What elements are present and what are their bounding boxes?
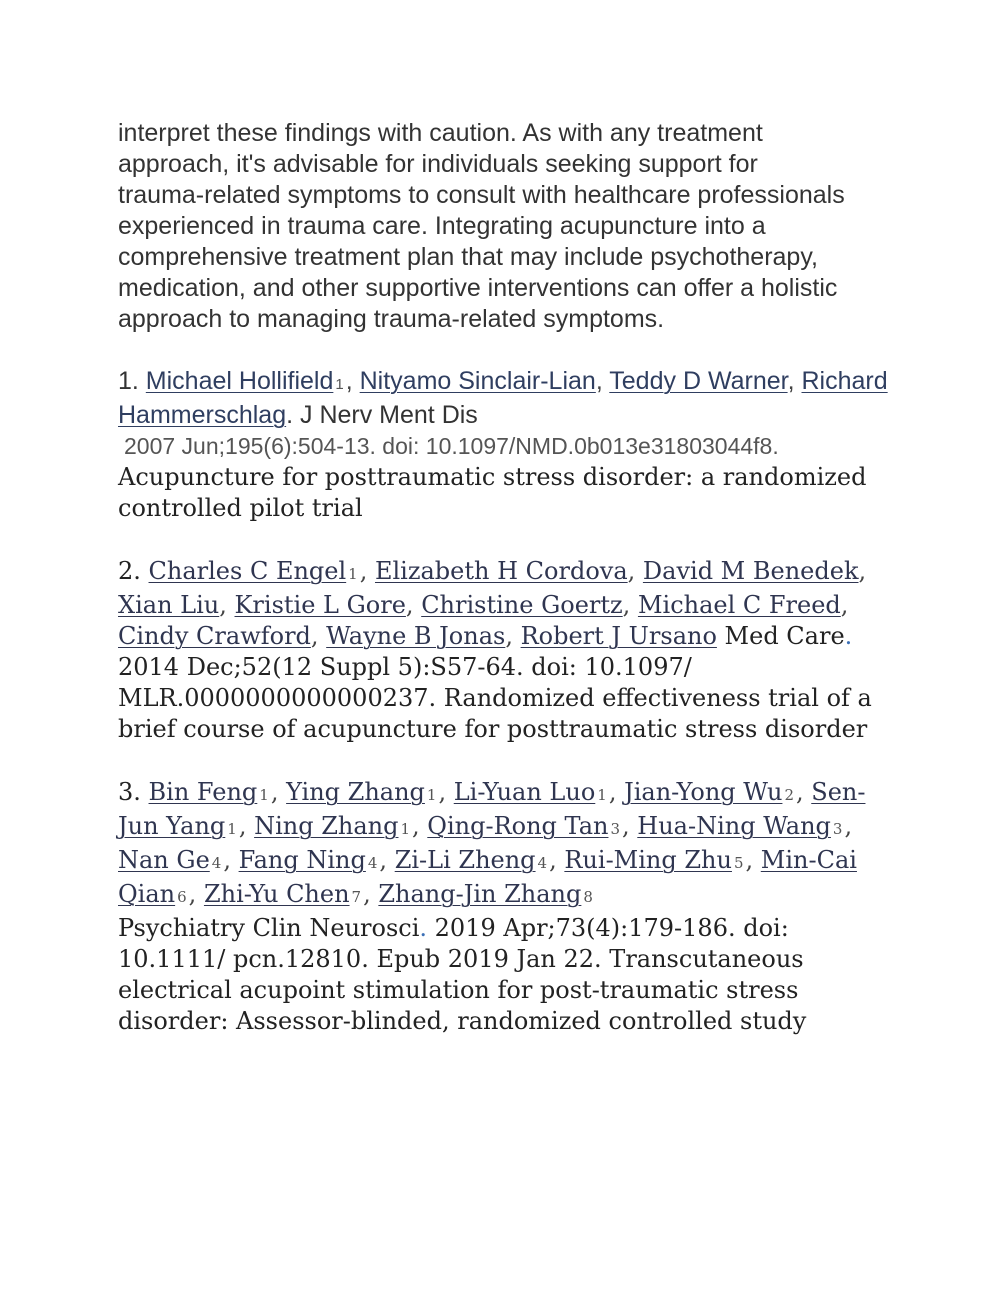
author-link[interactable]: Christine Goertz [421, 591, 623, 619]
reference-1: 1. Michael Hollifield 1, Nityamo Sinclair-Lian, Teddy D Warner, Richard Hammerschlag. J Nerv Ment Dis 2007 Jun;195(6):504-13. doi: 10.1097/NMD.0b013e31803044f8. [118, 366, 888, 462]
affiliation-marker[interactable]: 1 [348, 565, 358, 583]
affiliation-marker[interactable]: 6 [177, 888, 187, 906]
author-link[interactable]: Bin Feng [148, 778, 258, 806]
citation-doi: 2007 Jun;195(6):504-13. doi: 10.1097/NMD.0b013e31803044f8. [124, 433, 779, 459]
affiliation-marker[interactable]: 4 [367, 854, 378, 872]
affiliation-marker[interactable]: 1 [426, 786, 437, 804]
author-link[interactable]: Zhi-Yu Chen [203, 880, 350, 908]
author-link[interactable]: Charles C Engel [148, 557, 347, 585]
intro-line: trauma-related symptoms to consult with healthcare professionals [118, 181, 845, 209]
affiliation-marker[interactable]: 3 [610, 820, 621, 838]
intro-paragraph [118, 118, 888, 335]
affiliation-marker[interactable]: 1 [227, 820, 237, 838]
author-link[interactable]: Nan Ge [118, 846, 210, 874]
affiliation-marker[interactable]: 4 [537, 854, 548, 872]
intro-line: interpret these findings with caution. As with any treatment [118, 119, 763, 147]
author-link[interactable]: Robert J Ursano [520, 622, 717, 650]
reference-2: 2. Charles C Engel 1, Elizabeth H Cordova, David M Benedek, Xian Liu, Kristie L Gore, Christine Goertz, Michael C Freed, Cindy Crawford, Wayne B Jonas, Robert J Ursano Med Care. 2014 Dec;52(12 Suppl 5):S57-64. doi: 10.1097/ MLR.0000000000000237. Randomized effectiveness trial of a brief course of acupuncture for posttraumatic stress disorder [118, 557, 872, 743]
author-link[interactable]: Michael Hollifield [145, 367, 334, 395]
author-link[interactable]: Elizabeth H Cordova [374, 557, 628, 585]
author-link[interactable]: Kristie L Gore [234, 591, 406, 619]
intro-line: comprehensive treatment plan that may include psychotherapy, [118, 243, 818, 271]
journal-dot: . [844, 622, 853, 650]
author-link[interactable]: Wayne B Jonas [326, 622, 506, 650]
citation-text: 2014 Dec;52(12 Suppl 5):S57-64. doi: 10.1097/ MLR.0000000000000237. Randomized effectiveness trial of a brief course of acupuncture for posttraumatic stress disorder [118, 653, 872, 743]
author-link[interactable]: Richard Hammerschlag [118, 367, 888, 429]
author-link[interactable]: David M Benedek [642, 557, 859, 585]
intro-line: approach to managing trauma-related symptoms. [118, 305, 665, 333]
author-link[interactable]: Jian-Yong Wu [624, 778, 783, 806]
affiliation-marker[interactable]: 3 [832, 820, 843, 838]
affiliation-marker[interactable]: 8 [583, 888, 593, 906]
author-link[interactable]: Michael C Freed [637, 591, 841, 619]
journal-dot: . [419, 914, 428, 942]
author-link[interactable]: Min-Cai Qian [118, 846, 857, 908]
reference-1-title: Acupuncture for posttraumatic stress disorder: a randomized controlled pilot trial [118, 463, 867, 522]
affiliation-marker[interactable]: 1 [597, 786, 607, 804]
journal-name: Med Care [716, 622, 845, 650]
affiliation-marker[interactable]: 5 [733, 854, 744, 872]
author-link[interactable]: Zi-Li Zheng [394, 846, 536, 874]
author-link[interactable]: Nityamo Sinclair-Lian [359, 367, 596, 395]
document-page [118, 118, 888, 1037]
author-link[interactable]: Teddy D Warner [609, 367, 788, 395]
intro-line: approach, it's advisable for individuals seeking support for [118, 150, 758, 178]
reference-3: 3. Bin Feng 1, Ying Zhang 1, Li-Yuan Luo 1, Jian-Yong Wu 2, Sen-Jun Yang 1, Ning Zhang 1, Qing-Rong Tan 3, Hua-Ning Wang 3, Nan Ge 4, Fang Ning 4, Zi-Li Zheng 4, Rui-Ming Zhu 5, Min-Cai Qian 6, Zhi-Yu Chen 7, Zhang-Jin Zhang 8 Psychiatry Clin Neurosci. 2019 Apr;73(4):179-186. doi: 10.1111/ pcn.12810. Epub 2019 Jan 22. Transcutaneous electrical acupoint stimulation for post-traumatic stress disorder: Assessor-blinded, randomized controlled study [118, 778, 866, 1035]
affiliation-marker[interactable]: 1 [335, 376, 344, 393]
author-link[interactable]: Fang Ning [238, 846, 366, 874]
reference-number: 2. [118, 557, 149, 585]
author-link[interactable]: Sen-Jun Yang [118, 778, 866, 840]
intro-line: experienced in trauma care. Integrating acupuncture into a [118, 212, 766, 240]
affiliation-marker[interactable]: 1 [400, 820, 411, 838]
intro-line: medication, and other supportive interventions can offer a holistic [118, 274, 838, 302]
affiliation-marker[interactable]: 1 [259, 786, 269, 804]
affiliation-marker[interactable]: 7 [351, 888, 362, 906]
author-link[interactable]: Hua-Ning Wang [637, 812, 831, 840]
author-link[interactable]: Qing-Rong Tan [427, 812, 609, 840]
author-link[interactable]: Cindy Crawford [118, 622, 311, 650]
author-link[interactable]: Rui-Ming Zhu [564, 846, 732, 874]
author-link[interactable]: Ying Zhang [286, 778, 425, 806]
journal-name: Psychiatry Clin Neurosci [118, 914, 420, 942]
reference-number: 1. [118, 367, 146, 395]
author-link[interactable]: Li-Yuan Luo [453, 778, 596, 806]
author-link[interactable]: Xian Liu [118, 591, 220, 619]
affiliation-marker[interactable]: 2 [784, 786, 794, 804]
author-link[interactable]: Ning Zhang [254, 812, 399, 840]
journal-name: . J Nerv Ment Dis [286, 401, 478, 429]
affiliation-marker[interactable]: 4 [211, 854, 222, 872]
reference-number: 3. [118, 778, 149, 806]
author-link[interactable]: Zhang-Jin Zhang [378, 880, 582, 908]
citation-text: 2019 Apr;73(4):179-186. doi: 10.1111/ pcn.12810. Epub 2019 Jan 22. Transcutaneous electrical acupoint stimulation for post-traumatic stress disorder: Assessor-blinded, randomized controlled study [118, 914, 807, 1035]
